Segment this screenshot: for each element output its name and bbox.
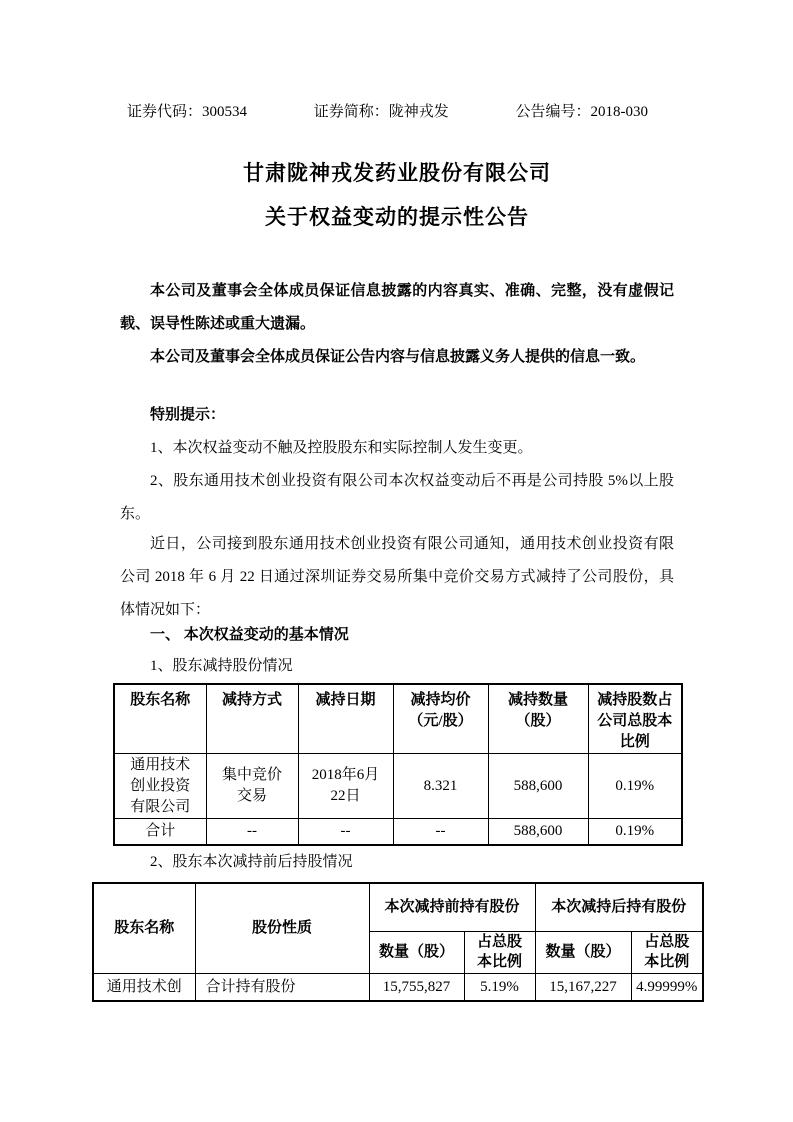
cell-reduction-method: 集中竞价交易 <box>206 754 298 819</box>
cell-quantity-after: 15,167,227 <box>535 973 631 1001</box>
special-notice-item-1: 1、本次权益变动不触及控股股东和实际控制人发生变更。 <box>150 440 533 456</box>
cell-reduction-quantity: 588,600 <box>488 754 588 819</box>
header-cell-ratio-before: 占总股本比例 <box>464 931 535 973</box>
header-cell-quantity-after: 数量（股） <box>535 931 631 973</box>
table-group-header-row <box>93 883 703 931</box>
header-cell-ratio-of-total: 减持股数占公司总股本比例 <box>588 684 682 754</box>
announcement-title: 关于权益变动的提示性公告 <box>265 205 529 229</box>
cell-share-nature: 合计持有股份 <box>195 973 369 1001</box>
total-cell-price: -- <box>393 819 488 845</box>
total-cell-label: 合计 <box>114 819 206 845</box>
header-cell-share-nature: 股份性质 <box>195 883 369 973</box>
header-cell-ratio-after: 占总股本比例 <box>631 931 703 973</box>
total-cell-quantity: 588,600 <box>488 819 588 845</box>
stock-code-label: 证券代码：300534 <box>127 104 248 120</box>
header-cell-reduction-quantity: 减持数量（股） <box>488 684 588 754</box>
section-1-heading: 一、 本次权益变动的基本情况 <box>150 627 349 643</box>
declaration-block <box>120 275 674 374</box>
total-cell-method: -- <box>206 819 298 845</box>
header-cell-reduction-date: 减持日期 <box>298 684 393 754</box>
declaration-paragraph-2: 本公司及董事会全体成员保证公告内容与信息披露义务人提供的信息一致。 <box>150 349 646 365</box>
special-notice-item-2: 2、股东通用技术创业投资有限公司本次权益变动后不再是公司持股 5%以上股东。 <box>120 473 674 522</box>
table-header-row <box>114 684 682 754</box>
cell-ratio-after: 4.99999% <box>631 973 703 1001</box>
cell-shareholder-name: 通用技术创业投资有限公司 <box>114 754 206 819</box>
header-cell-reduction-method: 减持方式 <box>206 684 298 754</box>
special-notice-block <box>120 399 674 531</box>
share-reduction-table <box>113 683 683 846</box>
header-cell-average-price: 减持均价（元/股） <box>393 684 488 754</box>
announcement-number-label: 公告编号：2018-030 <box>515 104 648 120</box>
declaration-paragraph-1: 本公司及董事会全体成员保证信息披露的内容真实、准确、完整，没有虚假记载、误导性陈述或重大遗漏。 <box>120 283 674 332</box>
document-header-line <box>120 101 674 123</box>
company-title: 甘肃陇神戎发药业股份有限公司 <box>243 161 551 185</box>
holdings-before-after-table <box>92 882 704 1002</box>
header-cell-before-reduction-group: 本次减持前持有股份 <box>369 883 535 931</box>
total-cell-ratio: 0.19% <box>588 819 682 845</box>
intro-paragraph: 近日，公司接到股东通用技术创业投资有限公司通知，通用技术创业投资有限公司 2018 年 6 月 22 日通过深圳证券交易所集中竞价交易方式减持了公司股份，具体情况如下： <box>120 536 674 618</box>
cell-ratio-of-total: 0.19% <box>588 754 682 819</box>
header-cell-after-reduction-group: 本次减持后持有股份 <box>535 883 703 931</box>
cell-reduction-date: 2018年6月22日 <box>298 754 393 819</box>
header-cell-shareholder-name: 股东名称 <box>114 684 206 754</box>
header-cell-quantity-before: 数量（股） <box>369 931 464 973</box>
subsection-1-heading: 1、股东减持股份情况 <box>150 658 293 674</box>
cell-quantity-before: 15,755,827 <box>369 973 464 1001</box>
header-cell-shareholder-name: 股东名称 <box>93 883 195 973</box>
cell-shareholder-name: 通用技术创 <box>93 973 195 1001</box>
cell-average-price: 8.321 <box>393 754 488 819</box>
cell-ratio-before: 5.19% <box>464 973 535 1001</box>
special-notice-heading: 特别提示： <box>150 407 226 423</box>
table-row <box>114 754 682 819</box>
total-cell-date: -- <box>298 819 393 845</box>
table-total-row <box>114 819 682 845</box>
table-row <box>93 973 703 1001</box>
subsection-2-heading: 2、股东本次减持前后持股情况 <box>150 854 353 870</box>
stock-short-name-label: 证券简称：陇神戎发 <box>313 104 449 120</box>
